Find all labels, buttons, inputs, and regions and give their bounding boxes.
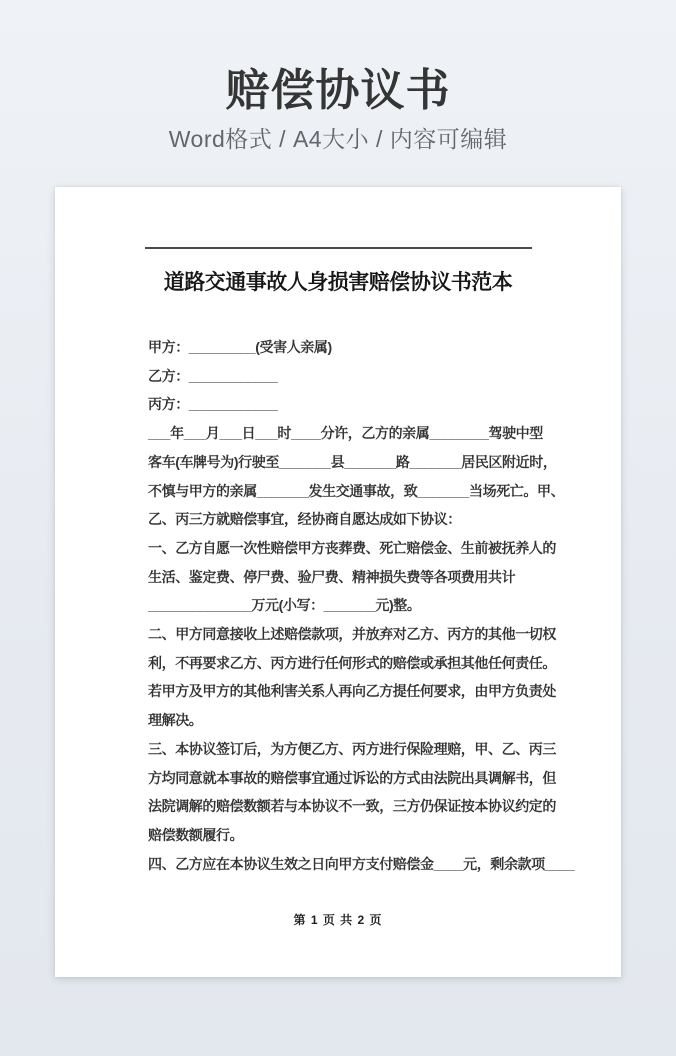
clause1-line: 生活、鉴定费、停尸费、验尸费、精神损失费等各项费用共计 [148,568,516,585]
clause2-line: 二、甲方同意接收上述赔偿款项，并放弃对乙方、丙方的其他一切权 [148,626,556,643]
intro-line: 客车(车牌号为)行驶至_______县_______路_______居民区附近时， [148,453,557,470]
party-line-jia: 甲方：_________(受害人亲属) [148,339,332,355]
party-line-bing: 丙方：____________ [148,396,278,413]
document-title: 道路交通事故人身损害赔偿协议书范本 [163,271,513,294]
intro-line: 不慎与甲方的亲属_______发生交通事故，致_______当场死亡。甲、 [148,482,565,499]
clause3-line: 法院调解的赔偿数额若与本协议不一致，三方仍保证按本协议约定的 [148,798,556,815]
poster-subtitle: Word格式 / A4大小 / 内容可编辑 [168,126,508,152]
clause4-line: 四、乙方应在本协议生效之日向甲方支付赔偿金____元，剩余款项____ [148,855,575,872]
clause2-line: 利，不再要求乙方、丙方进行任何形式的赔偿或承担其他任何责任。 [148,654,556,671]
clause3-line: 三、本协议签订后，为方便乙方、丙方进行保险理赔，甲、乙、丙三 [148,740,556,757]
clause1-line: 一、乙方自愿一次性赔偿甲方丧葬费、死亡赔偿金、生前被抚养人的 [148,539,556,556]
clause1-line: ______________万元(小写：_______元)整。 [148,597,421,614]
party-line-yi: 乙方：____________ [148,367,278,384]
document-body [148,333,575,878]
title-divider [145,247,532,249]
clause2-line: 理解决。 [148,712,203,729]
clause3-line: 方均同意就本事故的赔偿事宜通过诉讼的方式由法院出具调解书，但 [148,769,556,786]
poster-title: 赔偿协议书 [225,66,451,115]
document-page [55,187,621,977]
clause2-line: 若甲方及甲方的其他利害关系人再向乙方提任何要求，由甲方负责处 [148,683,556,700]
clause3-line: 赔偿数额履行。 [148,826,244,843]
intro-line: 乙、丙三方就赔偿事宜，经协商自愿达成如下协议： [148,511,461,528]
intro-line: ___年___月___日___时____分许，乙方的亲属________驾驶中型 [148,425,543,442]
page-number: 第 1 页 共 2 页 [293,913,383,927]
